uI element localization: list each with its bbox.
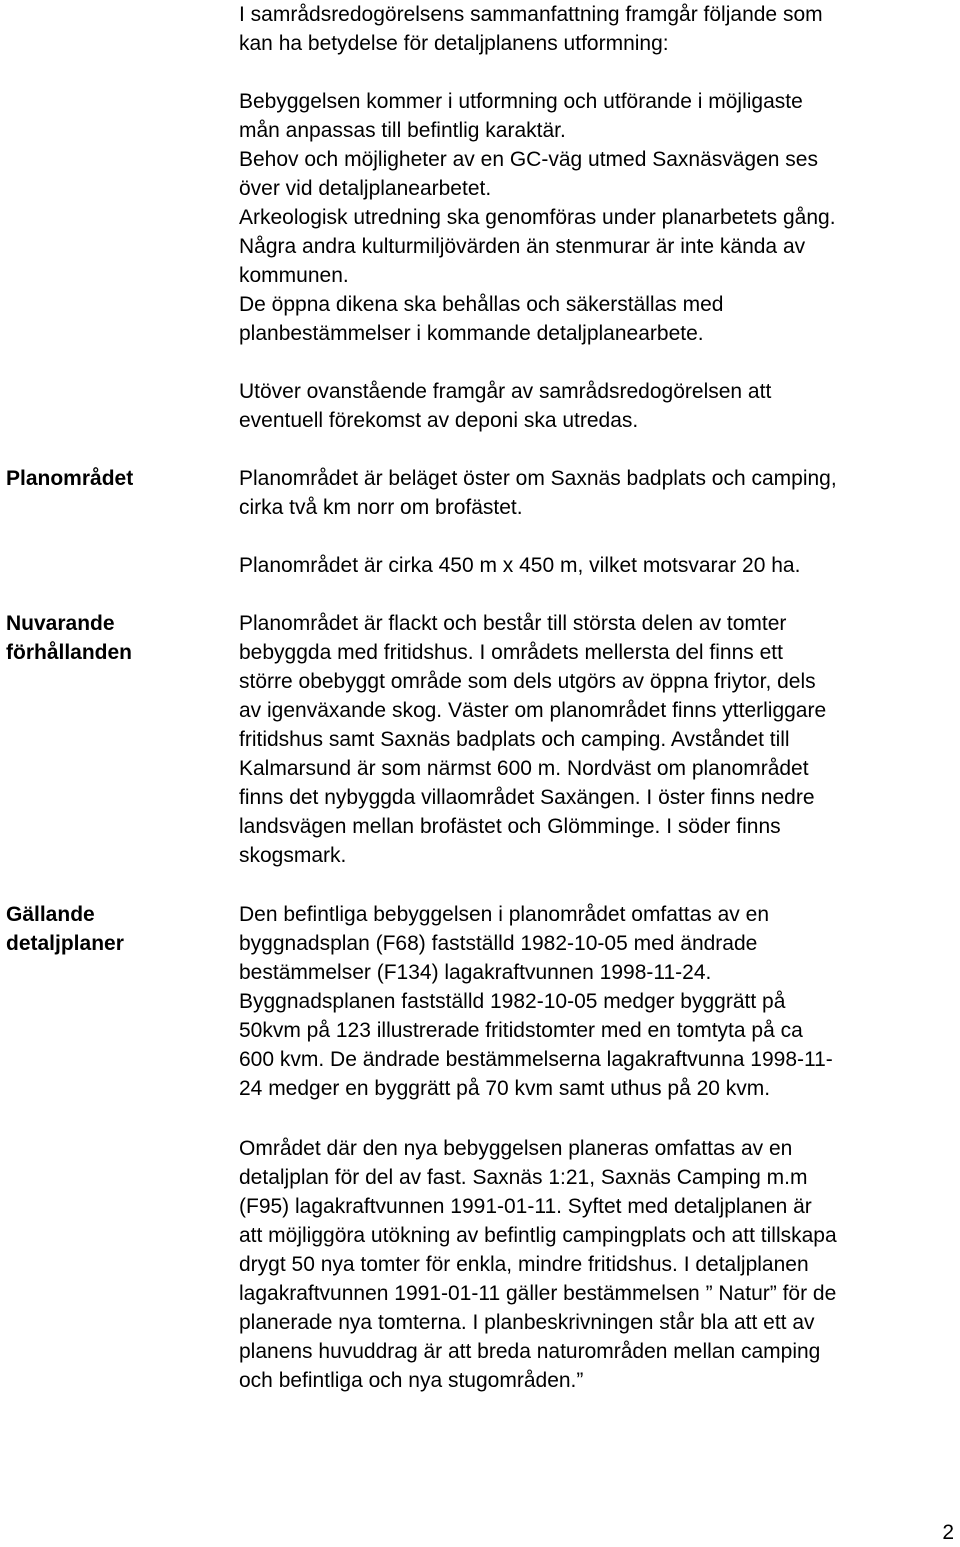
- text-line: byggnadsplan (F68) fastställd 1982-10-05 med ändrade: [239, 932, 758, 955]
- text-line: Planområdet är flackt och består till största delen av tomter: [239, 612, 787, 635]
- text-line: 24 medger en byggrätt på 70 kvm samt uthus på 20 kvm.: [239, 1077, 771, 1100]
- text-line: kommunen.: [239, 264, 349, 287]
- text-line: större obebyggt område som dels utgörs av öppna friytor, dels: [239, 670, 816, 693]
- heading-line: Planområdet: [6, 467, 134, 490]
- text-line: Utöver ovanstående framgår av samrådsredogörelsen att: [239, 380, 772, 403]
- planomradet-paragraph-1: [239, 464, 960, 522]
- heading-line: detaljplaner: [6, 932, 124, 955]
- text-line: att möjliggöra utökning av befintlig campingplats och att tillskapa: [239, 1224, 837, 1247]
- gallande-paragraph-1: [239, 900, 960, 1103]
- summary-points: [239, 87, 960, 348]
- text-line: Kalmarsund är som närmst 600 m. Nordväst om planområdet: [239, 757, 809, 780]
- text-line: landsvägen mellan brofästet och Glömminge. I söder finns: [239, 815, 781, 838]
- text-line: Byggnadsplanen fastställd 1982-10-05 medger byggrätt på: [239, 990, 786, 1013]
- text-line: Bebyggelsen kommer i utformning och utförande i möjligaste: [239, 90, 803, 113]
- text-line: Planområdet är cirka 450 m x 450 m, vilket motsvarar 20 ha.: [239, 554, 801, 577]
- text-line: bebyggda med fritidshus. I områdets mellersta del finns ett: [239, 641, 783, 664]
- text-line: över vid detaljplanearbetet.: [239, 177, 492, 200]
- section-heading-nuvarande: [6, 609, 206, 667]
- heading-line: Nuvarande: [6, 612, 115, 635]
- heading-line: förhållanden: [6, 641, 133, 664]
- nuvarande-paragraph: [239, 609, 960, 870]
- text-line: Arkeologisk utredning ska genomföras under planarbetets gång.: [239, 206, 836, 229]
- page-number: 2: [942, 1521, 954, 1544]
- text-line: skogsmark.: [239, 844, 347, 867]
- text-line: kan ha betydelse för detaljplanens utformning:: [239, 32, 669, 55]
- text-line: Planområdet är beläget öster om Saxnäs badplats och camping,: [239, 467, 837, 490]
- text-line: mån anpassas till befintlig karaktär.: [239, 119, 566, 142]
- text-line: planerade nya tomterna. I planbeskrivningen står bla att ett av: [239, 1311, 815, 1334]
- text-line: De öppna dikena ska behållas och säkerställas med: [239, 293, 724, 316]
- text-line: 600 kvm. De ändrade bestämmelserna lagakraftvunna 1998-11-: [239, 1048, 833, 1071]
- gallande-paragraph-2: [239, 1134, 960, 1395]
- text-line: Behov och möjligheter av en GC-väg utmed Saxnäsvägen ses: [239, 148, 818, 171]
- text-line: finns det nybyggda villaområdet Saxängen. I öster finns nedre: [239, 786, 815, 809]
- text-line: drygt 50 nya tomter för enkla, mindre fritidshus. I detaljplanen: [239, 1253, 809, 1276]
- section-heading-planomradet: [6, 464, 206, 493]
- text-line: bestämmelser (F134) lagakraftvunnen 1998-11-24.: [239, 961, 712, 984]
- text-line: lagakraftvunnen 1991-01-11 gäller bestämmelsen ” Natur” för de: [239, 1282, 837, 1305]
- text-line: eventuell förekomst av deponi ska utredas.: [239, 409, 639, 432]
- text-line: (F95) lagakraftvunnen 1991-01-11. Syftet med detaljplanen är: [239, 1195, 812, 1218]
- summary-extra: [239, 377, 960, 435]
- text-line: 50kvm på 123 illustrerade fritidstomter med en tomtyta på ca: [239, 1019, 803, 1042]
- text-line: planbestämmelser i kommande detaljplanearbete.: [239, 322, 704, 345]
- text-line: Området där den nya bebyggelsen planeras omfattas av en: [239, 1137, 793, 1160]
- text-line: fritidshus samt Saxnäs badplats och camping. Avståndet till: [239, 728, 790, 751]
- text-line: och befintliga och nya stugområden.”: [239, 1369, 584, 1392]
- summary-intro: [239, 0, 960, 58]
- planomradet-paragraph-2: [239, 551, 960, 580]
- heading-line: Gällande: [6, 903, 95, 926]
- text-line: Några andra kulturmiljövärden än stenmurar är inte kända av: [239, 235, 806, 258]
- text-line: Den befintliga bebyggelsen i planområdet omfattas av en: [239, 903, 770, 926]
- text-line: planens huvuddrag är att breda naturområden mellan camping: [239, 1340, 821, 1363]
- text-line: detaljplan för del av fast. Saxnäs 1:21, Saxnäs Camping m.m: [239, 1166, 808, 1189]
- text-line: I samrådsredogörelsens sammanfattning framgår följande som: [239, 3, 823, 26]
- text-line: av igenväxande skog. Väster om planområdet finns ytterliggare: [239, 699, 827, 722]
- section-heading-gallande: [6, 900, 206, 958]
- text-line: cirka två km norr om brofästet.: [239, 496, 523, 519]
